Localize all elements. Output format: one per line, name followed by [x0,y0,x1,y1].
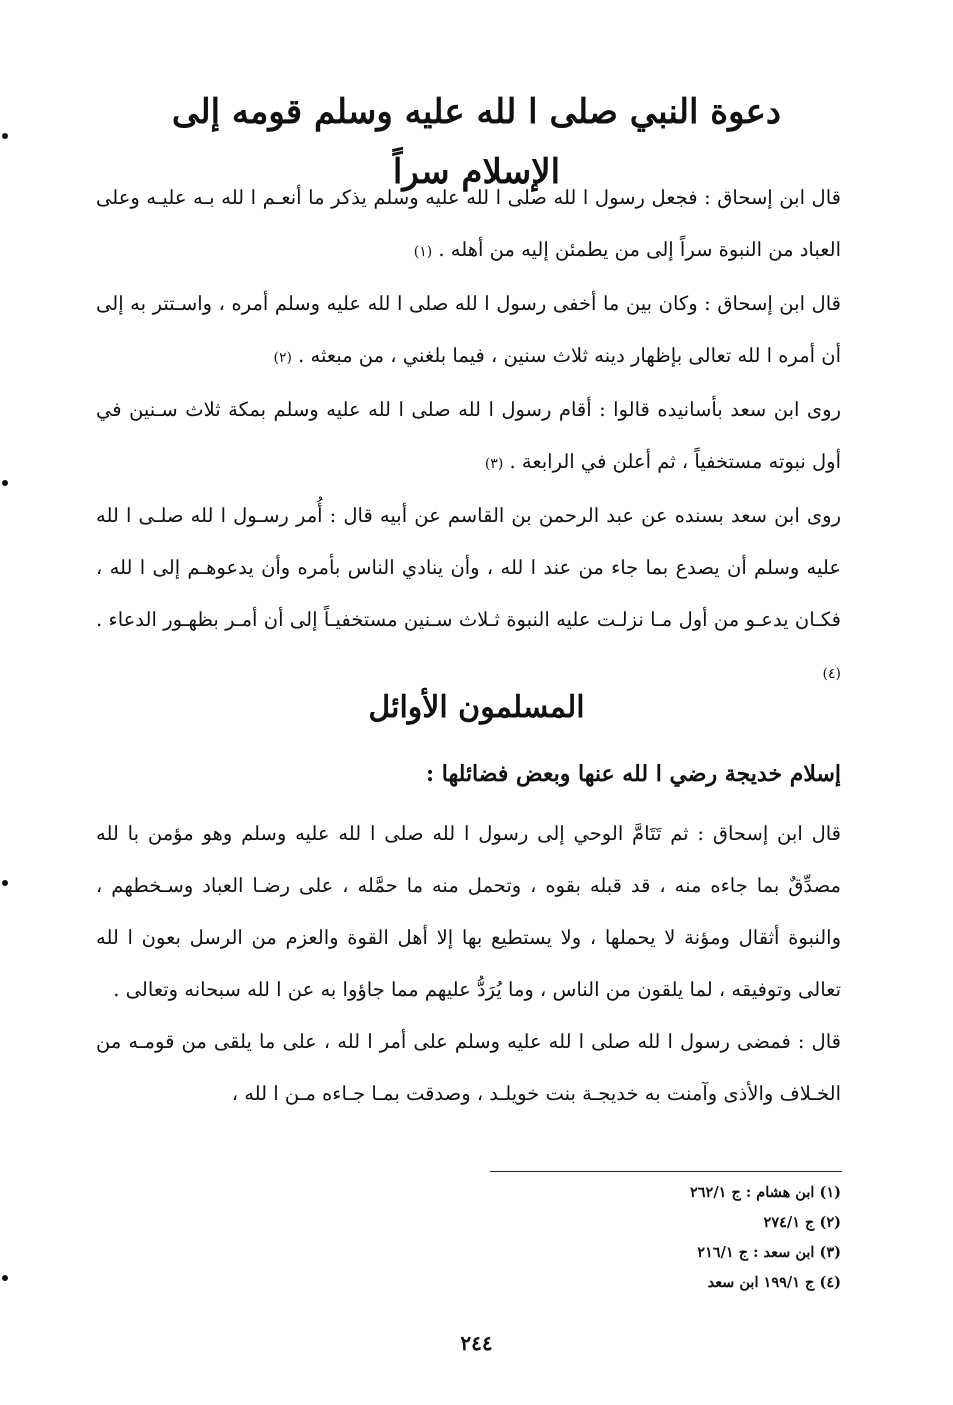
paragraph-text: قال : فمضى رسول ا لله صلى ا لله عليه وسلم على أمر ا لله ، على ما يلقى من قومـه من الخـلاف والأذى وآمنت به خديجـة بنت خويلـد ، وصدقت بمـا جـاءه مـن ا لله ، [96,1030,841,1105]
footnote-1: (١) ابن هشام : ج ٢٦٢/١ [689,1184,841,1201]
footnote-ref: (٣) [484,456,504,472]
section-1-body [96,172,841,700]
paragraph-text: روى ابن سعد بأسانيده قالوا : أقام رسول ا لله صلى ا لله عليه وسلم بمكة ثلاث سـنين في أول نبوته مستخفياً ، ثم أعلن في الرابعة . [96,398,841,473]
section-2-body [96,808,841,1120]
section-heading: المسلمون الأوائل [368,690,585,725]
chapter-title: دعوة النبي صلى ا لله عليه وسلم قومه إلى الإسلام سراً [171,92,782,192]
paragraph-1 [96,172,841,278]
paragraph-3 [96,384,841,490]
paragraph-2 [96,278,841,384]
footnotes-list [480,1178,841,1298]
paragraph-text: قال ابن إسحاق : فجعل رسول ا لله صلى ا لله عليه وسلم يذكر ما أنعـم ا لله بـه عليـه وعلى العباد من النبوة سراً إلى من يطمئن إليه من أهله . [96,186,841,261]
paragraph-text: روى ابن سعد بسنده عن عبد الرحمن بن القاسم عن أبيه قال : أُمر رسـول ا لله صلـى ا لله عليه وسلم أن يصدع بما جاء من عند ا لله ، وأن ينادي الناس بأمره وأن يدعوهـم إلى ا لله ، فكـان يدعـو من أول مـا نزلـت عليه النبوة ثـلاث سـنين مستخفيـاً إلى أن أمـر بظهـور الدعاء . [96,504,841,631]
paragraph-4 [96,490,841,700]
paragraph-5 [96,808,841,1016]
footnote-ref: (١) [413,244,433,260]
paragraph-6 [96,1016,841,1120]
footnote-ref: (٢) [273,350,292,366]
footnote-3: (٣) ابن سعد : ج ٢١٦/١ [697,1244,841,1261]
page-number: ٢٤٤ [460,1331,493,1355]
footnote-4: (٤) ج ١٩٩/١ ابن سعد [707,1274,841,1291]
scan-dot-mark [2,880,8,886]
scan-dot-mark [2,480,8,486]
scan-dot-mark [2,133,8,139]
footnote-ref: (٤) [822,666,841,682]
paragraph-text: قال ابن إسحاق : ثم تَتَامَّ الوحي إلى رسول ا لله صلى ا لله عليه وسلم وهو مؤمن با لله مصدِّقٌ بما جاءه منه ، قد قبله بقوه ، وتحمل منه ما حمَّله ، على رضـا العباد وسـخطهم ، والنبوة أثقال ومؤنة لا يحملها ، ولا يستطيع بها إلا أهل القوة والعزم من الرسل بعون ا لله تعالى وتوفيقه ، لما يلقون من الناس ، وما يُرَدُّ عليهم مما جاؤوا به عن ا لله سبحانه وتعالى . [96,822,841,1001]
subsection-heading: إسلام خديجة رضي ا لله عنها وبعض فضائلها : [426,761,841,787]
scan-dot-mark [2,1275,8,1281]
footnote-separator [490,1171,842,1172]
footnote-2: (٢) ج ٢٧٤/١ [763,1214,841,1231]
paragraph-text: قال ابن إسحاق : وكان بين ما أخفى رسول ا لله صلى ا لله عليه وسلم أمره ، واسـتتر به إلى أن أمره ا لله تعالى بإظهار دينه ثلاث سنين ، فيما بلغني ، من مبعثه . [96,292,841,367]
